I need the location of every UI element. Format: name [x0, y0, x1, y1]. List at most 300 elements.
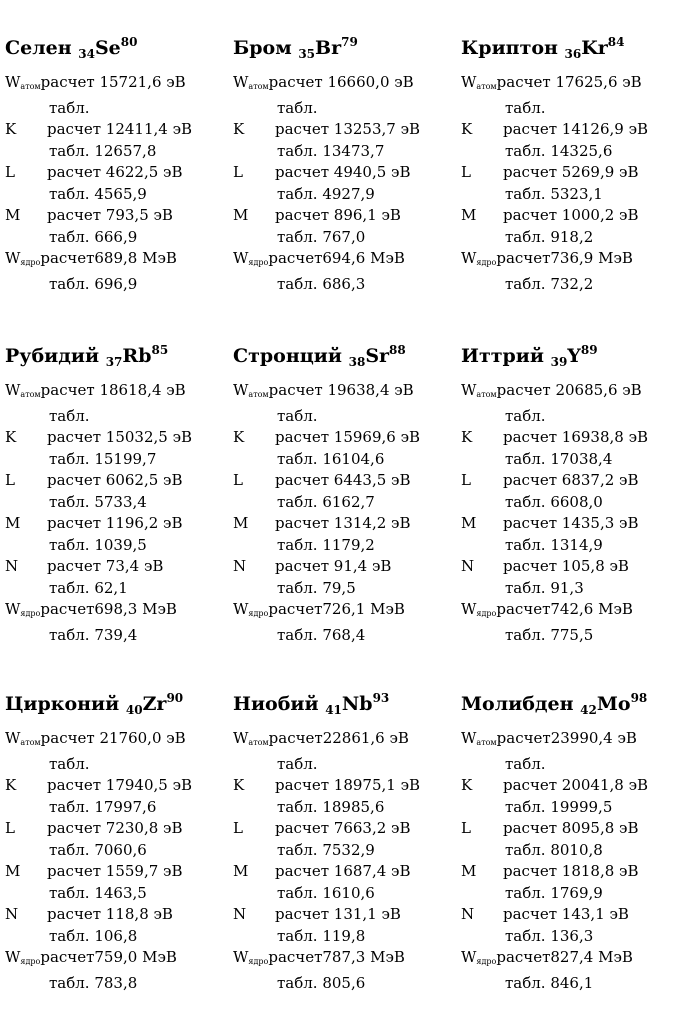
table-value-row — [461, 274, 681, 296]
shell-row — [461, 556, 681, 578]
table-value-row — [461, 578, 681, 600]
table-value-row — [461, 535, 681, 557]
row-label — [461, 380, 497, 406]
calc-value: расчет827,4 МэВ — [496, 948, 633, 966]
shell-label: K — [233, 428, 245, 446]
w-subscript: ядро — [476, 609, 497, 618]
table-value-row — [461, 754, 681, 776]
table-value: табл. 119,8 — [277, 926, 366, 945]
calc-value: расчет 16660,0 эВ — [268, 73, 414, 91]
atomic-number: 34 — [78, 47, 95, 61]
row-label — [5, 947, 40, 973]
shell-label: M — [461, 862, 477, 880]
table-value-row — [461, 926, 681, 948]
atomic-number: 36 — [564, 47, 582, 61]
table-value: табл. 5323,1 — [505, 184, 603, 203]
row-label — [233, 380, 269, 406]
mass-number: 85 — [151, 343, 169, 357]
element-symbol: Zr — [142, 693, 167, 715]
nucleus-energy-row — [5, 599, 225, 625]
row-label — [461, 728, 497, 754]
shell-row — [5, 470, 225, 492]
row-label — [5, 599, 40, 625]
w-subscript: атом — [476, 82, 497, 91]
shell-label: K — [461, 120, 473, 138]
table-value-row — [5, 754, 225, 776]
calc-value: расчет 105,8 эВ — [503, 557, 629, 575]
table-value-row — [5, 184, 225, 206]
w-subscript: атом — [20, 82, 41, 91]
calc-value: расчет 1687,4 эВ — [275, 862, 411, 880]
table-value: табл. — [49, 406, 90, 425]
element-symbol: Mo — [596, 693, 631, 715]
shell-row — [233, 904, 453, 926]
shell-label: K — [233, 120, 245, 138]
table-value: табл. 732,2 — [505, 274, 594, 293]
table-value-row — [461, 973, 681, 995]
table-value-row — [5, 449, 225, 471]
table-value: табл. 17997,6 — [49, 797, 157, 816]
w-subscript: ядро — [476, 957, 497, 966]
w-subscript: ядро — [20, 609, 41, 618]
table-value: табл. 696,9 — [49, 274, 138, 293]
calc-value: расчет 131,1 эВ — [275, 905, 401, 923]
table-value: табл. 768,4 — [277, 625, 366, 644]
w-subscript: ядро — [248, 609, 269, 618]
calc-value: расчет 91,4 эВ — [275, 557, 392, 575]
w-subscript: атом — [20, 738, 41, 747]
table-value: табл. 1039,5 — [49, 535, 147, 554]
element-name: Селен — [5, 37, 72, 59]
table-value: табл. 1769,9 — [505, 883, 603, 902]
element-block — [233, 338, 453, 646]
row-label — [233, 72, 269, 98]
calc-value: расчет 7663,2 эВ — [275, 819, 411, 837]
table-value-row — [5, 840, 225, 862]
shell-label: L — [233, 163, 243, 181]
table-value: табл. — [505, 754, 546, 773]
table-value: табл. 91,3 — [505, 578, 584, 597]
calc-value: расчет 1435,3 эВ — [503, 514, 639, 532]
nucleus-energy-row — [5, 947, 225, 973]
table-value-row — [461, 184, 681, 206]
mass-number: 93 — [372, 691, 390, 705]
shell-row — [5, 775, 225, 797]
table-value-row — [461, 227, 681, 249]
table-value-row — [233, 184, 453, 206]
calc-value: расчет 1314,2 эВ — [275, 514, 411, 532]
w-subscript: ядро — [248, 258, 269, 267]
shell-label: K — [5, 776, 17, 794]
atom-energy-row — [5, 72, 225, 98]
table-value-row — [461, 492, 681, 514]
atom-energy-row — [461, 72, 681, 98]
shell-row — [461, 818, 681, 840]
shell-label: M — [5, 862, 21, 880]
shell-row — [5, 818, 225, 840]
shell-label: K — [461, 428, 473, 446]
table-value-row — [233, 973, 453, 995]
table-value-row — [233, 754, 453, 776]
w-subscript: ядро — [248, 957, 269, 966]
w-subscript: атом — [20, 390, 41, 399]
w-letter: W — [5, 600, 21, 618]
nucleus-energy-row — [233, 947, 453, 973]
row-label — [461, 248, 496, 274]
calc-value: расчет 1196,2 эВ — [47, 514, 183, 532]
calc-value: расчет 18618,4 эВ — [40, 381, 186, 399]
calc-value: расчет 6837,2 эВ — [503, 471, 639, 489]
calc-value: расчет 13253,7 эВ — [275, 120, 421, 138]
w-subscript: атом — [248, 390, 269, 399]
table-value: табл. 666,9 — [49, 227, 138, 246]
element-name: Криптон — [461, 37, 558, 59]
calc-value: расчет 15032,5 эВ — [47, 428, 193, 446]
atomic-number: 41 — [325, 703, 342, 717]
element-title — [461, 30, 681, 66]
calc-value: расчет 21760,0 эВ — [40, 729, 186, 747]
atomic-number: 42 — [580, 703, 597, 717]
atom-energy-row — [233, 728, 453, 754]
element-name: Рубидий — [5, 345, 100, 367]
calc-value: расчет 17940,5 эВ — [47, 776, 193, 794]
table-value: табл. — [49, 754, 90, 773]
table-value: табл. — [49, 98, 90, 117]
table-value-row — [461, 98, 681, 120]
shell-row — [5, 556, 225, 578]
table-value: табл. 846,1 — [505, 973, 594, 992]
shell-row — [233, 513, 453, 535]
table-value: табл. 918,2 — [505, 227, 594, 246]
shell-label: N — [461, 905, 475, 923]
table-value: табл. 14325,6 — [505, 141, 613, 160]
table-value-row — [5, 926, 225, 948]
calc-value: расчет 7230,8 эВ — [47, 819, 183, 837]
shell-label: M — [233, 862, 249, 880]
calc-value: расчет 73,4 эВ — [47, 557, 164, 575]
shell-row — [5, 162, 225, 184]
w-letter: W — [461, 73, 477, 91]
shell-row — [461, 205, 681, 227]
calc-value: расчет689,8 МэВ — [40, 249, 177, 267]
table-value: табл. 686,3 — [277, 274, 366, 293]
shell-row — [5, 513, 225, 535]
row-label — [233, 248, 268, 274]
table-value: табл. 8010,8 — [505, 840, 603, 859]
atomic-number: 37 — [105, 355, 123, 369]
element-block — [5, 338, 225, 646]
table-value-row — [461, 141, 681, 163]
mass-number: 98 — [630, 691, 648, 705]
element-symbol: Y — [567, 345, 581, 367]
atomic-number: 39 — [550, 355, 568, 369]
shell-label: L — [5, 163, 15, 181]
table-value: табл. — [505, 98, 546, 117]
table-value-row — [233, 535, 453, 557]
table-value: табл. 7060,6 — [49, 840, 147, 859]
element-name: Молибден — [461, 693, 574, 715]
table-value: табл. 4565,9 — [49, 184, 147, 203]
element-symbol: Se — [94, 37, 121, 59]
element-name: Цирконий — [5, 693, 120, 715]
shell-row — [233, 775, 453, 797]
nucleus-energy-row — [461, 248, 681, 274]
atomic-number: 38 — [348, 355, 366, 369]
table-value-row — [233, 926, 453, 948]
w-letter: W — [233, 948, 249, 966]
mass-number: 88 — [389, 343, 406, 357]
table-value-row — [5, 797, 225, 819]
table-value: табл. 62,1 — [49, 578, 128, 597]
element-title — [5, 338, 225, 374]
w-letter: W — [461, 249, 477, 267]
calc-value: расчет 14126,9 эВ — [503, 120, 649, 138]
shell-row — [233, 556, 453, 578]
shell-row — [461, 904, 681, 926]
shell-row — [5, 119, 225, 141]
table-value: табл. 1610,6 — [277, 883, 375, 902]
calc-value: расчет726,1 МэВ — [268, 600, 405, 618]
table-value: табл. 106,8 — [49, 926, 138, 945]
table-value-row — [461, 449, 681, 471]
calc-value: расчет736,9 МэВ — [496, 249, 633, 267]
table-value-row — [5, 535, 225, 557]
table-value-row — [461, 625, 681, 647]
nucleus-energy-row — [461, 599, 681, 625]
table-value: табл. 6162,7 — [277, 492, 375, 511]
shell-label: N — [461, 557, 475, 575]
row-label — [5, 380, 41, 406]
shell-row — [233, 162, 453, 184]
element-name: Иттрий — [461, 345, 544, 367]
table-value-row — [461, 840, 681, 862]
w-subscript: атом — [248, 738, 269, 747]
calc-value: расчет 15969,6 эВ — [275, 428, 421, 446]
atom-energy-row — [233, 72, 453, 98]
element-symbol: Nb — [341, 693, 373, 715]
calc-value: расчет 143,1 эВ — [503, 905, 629, 923]
mass-number: 90 — [166, 691, 184, 705]
shell-row — [461, 775, 681, 797]
shell-label: L — [461, 163, 471, 181]
w-letter: W — [5, 729, 21, 747]
shell-row — [461, 513, 681, 535]
atomic-number: 40 — [125, 703, 143, 717]
w-letter: W — [461, 948, 477, 966]
nucleus-energy-row — [5, 248, 225, 274]
calc-value: расчет 12411,4 эВ — [47, 120, 193, 138]
table-value-row — [233, 274, 453, 296]
row-label — [5, 72, 41, 98]
table-value-row — [5, 578, 225, 600]
calc-value: расчет787,3 МэВ — [268, 948, 405, 966]
w-subscript: ядро — [476, 258, 497, 267]
w-letter: W — [5, 381, 21, 399]
atom-energy-row — [5, 380, 225, 406]
shell-label: N — [5, 557, 19, 575]
shell-label: M — [5, 206, 21, 224]
table-value: табл. 5733,4 — [49, 492, 147, 511]
table-value-row — [233, 227, 453, 249]
element-block — [233, 686, 453, 994]
element-title — [5, 686, 225, 722]
shell-row — [233, 119, 453, 141]
row-label — [233, 728, 269, 754]
shell-label: L — [233, 819, 243, 837]
table-value: табл. 767,0 — [277, 227, 366, 246]
mass-number: 79 — [341, 35, 358, 49]
table-value: табл. 4927,9 — [277, 184, 375, 203]
table-value: табл. 783,8 — [49, 973, 138, 992]
calc-value: расчет 118,8 эВ — [47, 905, 173, 923]
table-value-row — [233, 840, 453, 862]
shell-row — [5, 861, 225, 883]
table-value: табл. 15199,7 — [49, 449, 157, 468]
shell-label: K — [461, 776, 473, 794]
shell-label: K — [5, 428, 17, 446]
nucleus-energy-row — [461, 947, 681, 973]
table-value-row — [233, 141, 453, 163]
w-letter: W — [5, 73, 21, 91]
shell-label: M — [233, 206, 249, 224]
calc-value: расчет 19638,4 эВ — [268, 381, 414, 399]
calc-value: расчет 1559,7 эВ — [47, 862, 183, 880]
shell-label: K — [233, 776, 245, 794]
shell-label: N — [5, 905, 19, 923]
shell-label: M — [233, 514, 249, 532]
calc-value: расчет698,3 МэВ — [40, 600, 177, 618]
atom-energy-row — [233, 380, 453, 406]
table-value-row — [5, 406, 225, 428]
shell-label: L — [5, 471, 15, 489]
atom-energy-row — [5, 728, 225, 754]
element-block — [461, 686, 681, 994]
table-value: табл. 1463,5 — [49, 883, 147, 902]
table-value-row — [233, 797, 453, 819]
element-block — [461, 338, 681, 646]
shell-row — [5, 427, 225, 449]
calc-value: расчет 15721,6 эВ — [40, 73, 186, 91]
element-symbol: Rb — [122, 345, 152, 367]
table-value-row — [461, 883, 681, 905]
table-value-row — [233, 98, 453, 120]
shell-row — [233, 427, 453, 449]
calc-value: расчет742,6 МэВ — [496, 600, 633, 618]
w-letter: W — [233, 73, 249, 91]
shell-label: N — [233, 557, 247, 575]
calc-value: расчет23990,4 эВ — [496, 729, 637, 747]
table-value-row — [461, 797, 681, 819]
w-subscript: ядро — [20, 957, 41, 966]
shell-row — [233, 818, 453, 840]
table-value: табл. 1314,9 — [505, 535, 603, 554]
table-value: табл. 775,5 — [505, 625, 594, 644]
table-value-row — [5, 973, 225, 995]
table-value-row — [233, 625, 453, 647]
table-value: табл. 18985,6 — [277, 797, 385, 816]
table-value: табл. 6608,0 — [505, 492, 603, 511]
shell-row — [461, 861, 681, 883]
table-value: табл. — [277, 754, 318, 773]
calc-value: расчет 4940,5 эВ — [275, 163, 411, 181]
table-value-row — [233, 492, 453, 514]
table-value-row — [5, 141, 225, 163]
element-name: Стронций — [233, 345, 342, 367]
w-letter: W — [5, 249, 21, 267]
calc-value: расчет 1000,2 эВ — [503, 206, 639, 224]
table-value-row — [233, 449, 453, 471]
element-title — [233, 686, 453, 722]
calc-value: расчет 20041,8 эВ — [503, 776, 649, 794]
element-title — [233, 338, 453, 374]
shell-label: L — [233, 471, 243, 489]
calc-value: расчет 1818,8 эВ — [503, 862, 639, 880]
calc-value: расчет 17625,6 эВ — [496, 73, 642, 91]
w-letter: W — [461, 729, 477, 747]
shell-row — [5, 904, 225, 926]
mass-number: 89 — [580, 343, 598, 357]
shell-label: L — [461, 471, 471, 489]
table-value: табл. 13473,7 — [277, 141, 385, 160]
table-value-row — [233, 883, 453, 905]
element-symbol: Kr — [581, 37, 608, 59]
shell-row — [461, 427, 681, 449]
atomic-number: 35 — [298, 47, 316, 61]
table-value-row — [233, 406, 453, 428]
calc-value: расчет 8095,8 эВ — [503, 819, 639, 837]
atom-energy-row — [461, 380, 681, 406]
table-value: табл. 16104,6 — [277, 449, 385, 468]
table-value: табл. 1179,2 — [277, 535, 375, 554]
row-label — [5, 728, 41, 754]
element-title — [233, 30, 453, 66]
w-letter: W — [233, 600, 249, 618]
w-letter: W — [233, 729, 249, 747]
row-label — [233, 947, 268, 973]
calc-value: расчет759,0 МэВ — [40, 948, 177, 966]
table-value-row — [5, 883, 225, 905]
table-value: табл. 136,3 — [505, 926, 594, 945]
w-letter: W — [5, 948, 21, 966]
table-value: табл. 79,5 — [277, 578, 356, 597]
calc-value: расчет 16938,8 эВ — [503, 428, 649, 446]
element-name: Ниобий — [233, 693, 319, 715]
shell-row — [233, 470, 453, 492]
w-letter: W — [233, 249, 249, 267]
calc-value: расчет 18975,1 эВ — [275, 776, 421, 794]
w-letter: W — [461, 600, 477, 618]
shell-label: M — [461, 206, 477, 224]
calc-value: расчет 5269,9 эВ — [503, 163, 639, 181]
shell-label: K — [5, 120, 17, 138]
shell-row — [461, 470, 681, 492]
row-label — [461, 599, 496, 625]
row-label — [461, 72, 497, 98]
w-subscript: атом — [248, 82, 269, 91]
w-subscript: атом — [476, 738, 497, 747]
mass-number: 84 — [607, 35, 625, 49]
calc-value: расчет 6443,5 эВ — [275, 471, 411, 489]
element-title — [461, 338, 681, 374]
element-symbol: Sr — [365, 345, 390, 367]
calc-value: расчет 793,5 эВ — [47, 206, 173, 224]
shell-label: L — [461, 819, 471, 837]
shell-row — [461, 119, 681, 141]
row-label — [5, 248, 40, 274]
atom-energy-row — [461, 728, 681, 754]
calc-value: расчет 896,1 эВ — [275, 206, 401, 224]
table-value: табл. 739,4 — [49, 625, 138, 644]
